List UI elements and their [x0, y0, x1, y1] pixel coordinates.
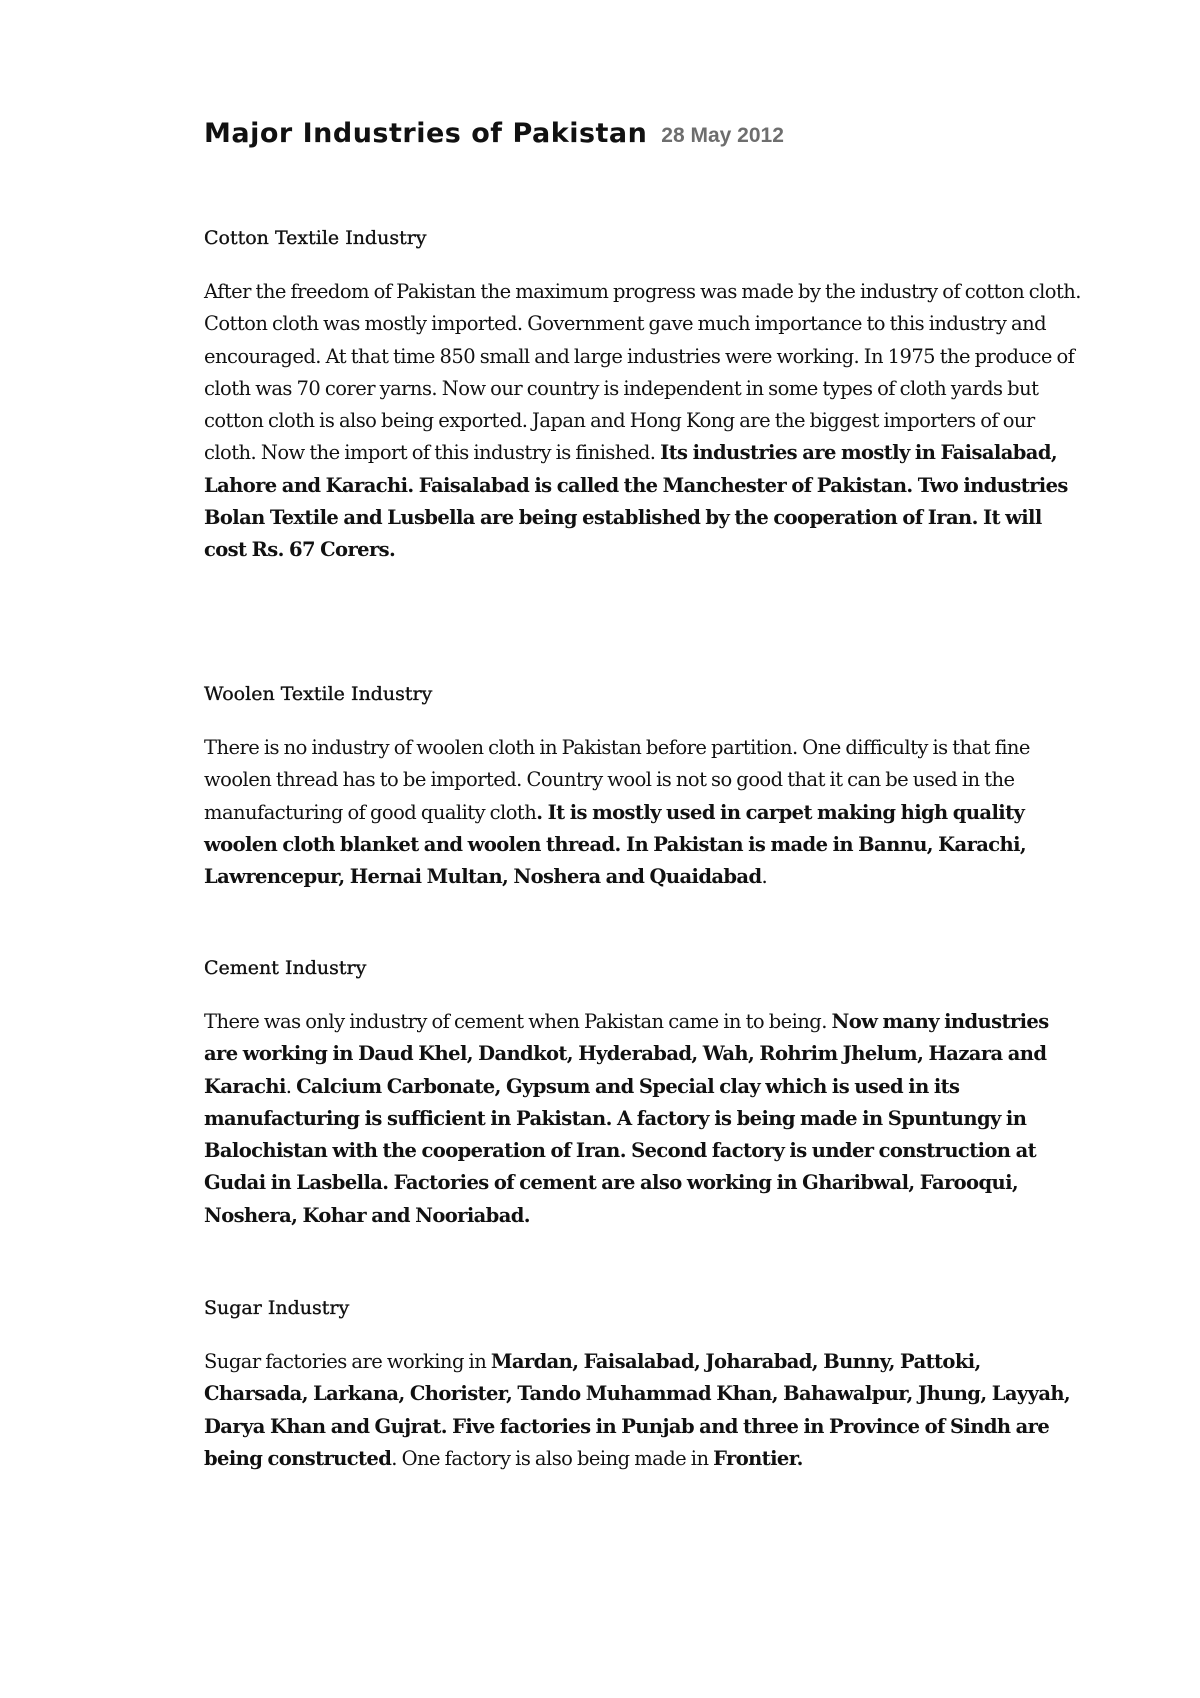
document-date: 28 May 2012	[661, 124, 784, 147]
section-cotton-textile	[204, 222, 1084, 567]
text-segment: .	[285, 1074, 297, 1098]
text-segment: .	[761, 865, 768, 889]
section-heading: Cement Industry	[204, 957, 367, 979]
bold-text-segment: . It is mostly used in carpet making high quality woolen cloth blanket and woolen thread. In Pakistan is made in Bannu, Karachi, Lawrencepur, Hernai Multan, Noshera and Quaidabad	[204, 800, 1027, 889]
text-segment: . One factory is also being made in	[391, 1446, 714, 1470]
text-segment: After the freedom of Pakistan the maximum progress was made by the industry of cotton cloth. Cotton cloth was mostly imported. Government gave much importance to this industry and encouraged. At that time 850 small and large industries were working. In 1975 the produce of cloth was 70 corer yarns. Now our country is independent in some types of cloth yards but cotton cloth is also being exported. Japan and Hong Kong are the biggest importers of our cloth. Now the import of this industry is finished.	[204, 280, 1081, 465]
section-sugar	[204, 1292, 1084, 1475]
text-segment: There was only industry of cement when Pakistan came in to being.	[204, 1010, 832, 1033]
section-woolen-textile	[204, 678, 1084, 893]
bold-text-segment: Frontier.	[713, 1446, 803, 1470]
bold-text-segment: Its industries are mostly in Faisalabad, Lahore and Karachi. Faisalabad is called the Manchester of Pakistan. Two industries Bolan Textile and Lusbella are being established by the cooperation of Iran. It will cost Rs. 67 Corers.	[204, 441, 1068, 562]
section-cement	[204, 952, 1084, 1232]
bold-text-segment: Mardan, Faisalabad, Joharabad, Bunny, Pattoki, Charsada, Larkana, Chorister, Tando Muhammad Khan, Bahawalpur, Jhung, Layyah, Darya Khan and Gujrat. Five factories in Punjab and three in Province of Sindh are being constructed	[204, 1350, 1071, 1470]
section-paragraph	[204, 1006, 1084, 1232]
section-heading: Woolen Textile Industry	[204, 683, 433, 705]
bold-text-segment: Now many industries are working in Daud Khel, Dandkot, Hyderabad, Wah, Rohrim Jhelum, Hazara and Karachi	[204, 1010, 1049, 1098]
section-paragraph	[204, 276, 1084, 567]
section-heading: Cotton Textile Industry	[204, 227, 427, 249]
text-segment: Sugar factories are working in	[204, 1350, 491, 1373]
document-title	[204, 118, 784, 149]
text-segment: There is no industry of woolen cloth in Pakistan before partition. One difficulty is that fine woolen thread has to be imported. Country wool is not so good that it can be used in the manufacturing of good quality cloth	[204, 736, 1030, 824]
section-paragraph	[204, 1346, 1084, 1475]
bold-text-segment: Calcium Carbonate, Gypsum and Special clay which is used in its manufacturing is sufficient in Pakistan. A factory is being made in Spuntungy in Balochistan with the cooperation of Iran. Second factory is under construction at Gudai in Lasbella. Factories of cement are also working in Gharibwal, Farooqui, Noshera, Kohar and Nooriabad.	[204, 1074, 1037, 1227]
section-heading: Sugar Industry	[204, 1297, 350, 1319]
section-paragraph	[204, 732, 1084, 893]
title-text: Major Industries of Pakistan	[204, 118, 648, 149]
